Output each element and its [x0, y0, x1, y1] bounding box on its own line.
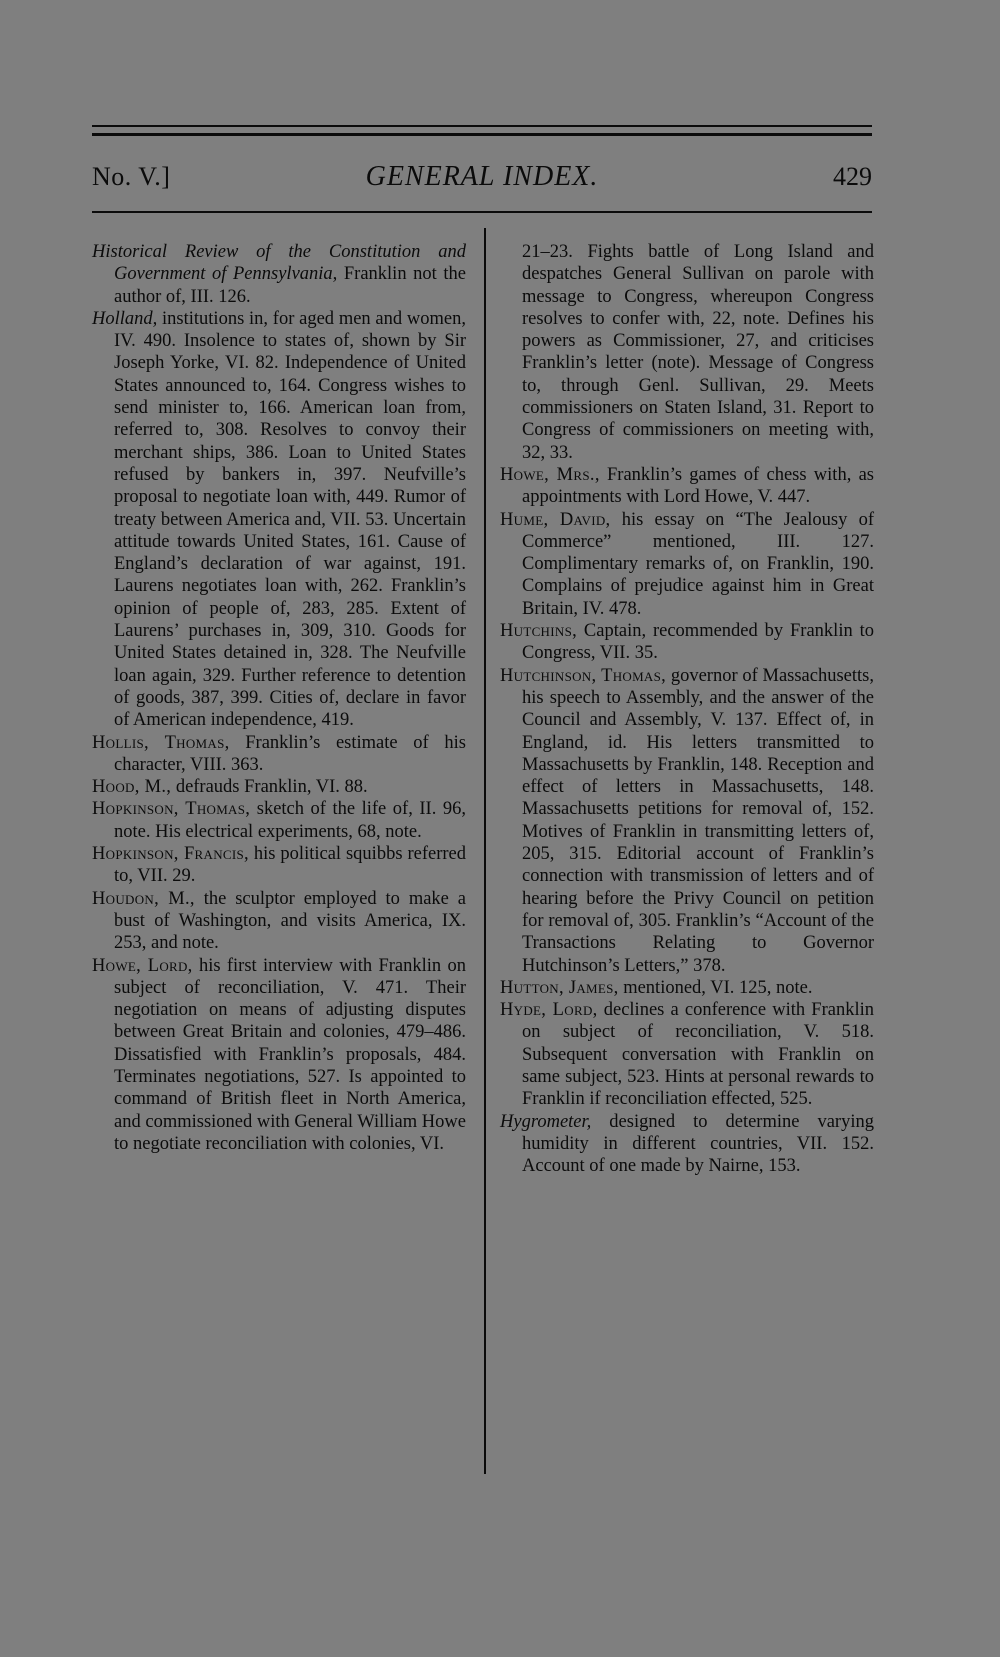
- entry-text: Franklin’s games of chess with, as appointments with Lord Howe, V. 447.: [522, 464, 874, 508]
- entry-headword: Hopkinson, Francis,: [92, 844, 249, 865]
- index-entry: [500, 999, 874, 1110]
- index-entry: [92, 308, 466, 732]
- entry-headword: Hutton, James,: [500, 977, 619, 998]
- left-column: [92, 241, 466, 1155]
- index-entry: [500, 509, 874, 620]
- index-entry: [500, 620, 874, 665]
- running-header: [92, 158, 872, 196]
- top-rule-thick: [92, 133, 872, 136]
- entry-headword: Hume, David,: [500, 509, 611, 530]
- entry-headword: Hood, M.,: [92, 777, 172, 798]
- right-column: [500, 241, 874, 1177]
- section-number: No. V.]: [92, 162, 171, 191]
- entry-text: Franklin’s estimate of his character, VIII. 363.: [114, 732, 466, 775]
- entry-headword: Holland,: [92, 308, 158, 329]
- page-number: 429: [833, 162, 872, 191]
- column-divider: [484, 228, 486, 1474]
- entry-headword: Hopkinson, Thomas,: [92, 799, 251, 820]
- entry-headword: Howe, Lord,: [92, 955, 193, 976]
- index-entry: [92, 888, 466, 955]
- entry-headword: Houdon, M.,: [92, 888, 195, 909]
- entry-headword: Howe, Mrs.,: [500, 464, 600, 485]
- page-title: GENERAL INDEX.: [365, 161, 599, 192]
- entry-text: sketch of the life of, II. 96, note. His electrical experiments, 68, note.: [114, 799, 466, 842]
- entry-text: Franklin not the author of, III. 126.: [114, 264, 466, 307]
- entry-text: Captain, recommended by Franklin to Congress, VII. 35.: [522, 621, 874, 664]
- entry-headword: Hyde, Lord,: [500, 1000, 598, 1021]
- index-entry: [500, 1111, 874, 1178]
- entry-text: his first interview with Franklin on subject of reconciliation, V. 471. Their negotiation on means of adjusting disputes between Great Britain and colonies, 479–486. Dissatisfied with Franklin’s proposals, 484. Terminates negotiations, 527. Is appointed to command of British fleet in North America, and commissioned with General William Howe to negotiate reconciliation with colonies, VI.: [114, 955, 466, 1154]
- index-entry: [500, 665, 874, 977]
- index-entry: [92, 955, 466, 1156]
- index-entry: [500, 464, 874, 509]
- entry-headword: Hollis, Thomas,: [92, 732, 230, 753]
- entry-text: his political squibbs referred to, VII. 29.: [114, 844, 466, 887]
- index-entry: [92, 776, 466, 798]
- header-rule: [92, 211, 872, 213]
- entry-text: designed to determine varying humidity in different countries, VII. 152. Account of one made by Nairne, 153.: [522, 1111, 874, 1177]
- index-entry: [92, 798, 466, 843]
- entry-text: his essay on “The Jealousy of Commerce” mentioned, III. 127. Complimentary remarks of, on Franklin, 190. Complains of prejudice against him in Great Britain, IV. 478.: [522, 509, 874, 619]
- index-entry: [92, 843, 466, 888]
- entry-text: the sculptor employed to make a bust of Washington, and visits America, IX. 253, and note.: [114, 888, 466, 954]
- entry-text: declines a conference with Franklin on subject of reconciliation, V. 518. Subsequent conversation with Franklin on same subject, 523. Hints at personal rewards to Franklin if reconciliation effected, 525.: [522, 1000, 874, 1110]
- entry-text: defrauds Franklin, VI. 88.: [171, 777, 368, 798]
- index-entry: [500, 977, 874, 999]
- entry-text: mentioned, VI. 125, note.: [618, 977, 813, 998]
- index-entry: [500, 241, 874, 464]
- index-entry: [92, 241, 466, 308]
- index-entry: [92, 732, 466, 777]
- top-rule-thin: [92, 125, 872, 127]
- entry-text: 21–23. Fights battle of Long Island and despatches General Sullivan on parole with message to Congress, whereupon Congress resolves to confer with, 22, note. Defines his powers as Commissioner, 27, and criticises Franklin’s letter (note). Message of Congress to, through Genl. Sullivan, 29. Meets commissioners on Staten Island, 31. Report to Congress of commissioners on meeting with, 32, 33.: [522, 242, 874, 463]
- entry-text: governor of Massachusetts, his speech to Assembly, and the answer of the Council and Assembly, V. 137. Effect of, in England, id. His letters transmitted to Massachusetts by Franklin, 148. Reception and effect of letters in Massachusetts, 148. Massachusetts petitions for removal of, 152. Motives of Franklin in transmitting letters of, 205, 315. Editorial account of Franklin’s connection with transmission of letters and of hearing before the Privy Council on petition for removal of, 305. Franklin’s “Account of the Transactions Relating to Governor Hutchinson’s Letters,” 378.: [522, 665, 874, 976]
- entry-headword: Hutchins,: [500, 621, 578, 642]
- entry-headword: Historical Review of the Constitution and Government of Pennsylvania,: [92, 242, 466, 285]
- entry-text: institutions in, for aged men and women, IV. 490. Insolence to states of, shown by Sir Joseph Yorke, VI. 82. Independence of United States announced to, 164. Congress wishes to send minister to, 166. American loan from, referred to, 308. Resolves to convoy their merchant ships, 386. Loan to United States refused by bankers in, 397. Neufville’s proposal to negotiate loan with, 449. Rumor of treaty between America and, VII. 53. Uncertain attitude towards United States, 161. Cause of England’s declaration of war against, 191. Laurens negotiates loan with, 262. Franklin’s opinion of people of, 283, 285. Extent of Laurens’ purchases in, 309, 310. Goods for United States detained in, 328. The Neufville loan again, 329. Further reference to detention of goods, 387, 399. Cities of, declare in favor of American independence, 419.: [114, 308, 466, 731]
- entry-headword: Hygrometer,: [500, 1111, 592, 1132]
- entry-headword: Hutchinson, Thomas,: [500, 665, 667, 686]
